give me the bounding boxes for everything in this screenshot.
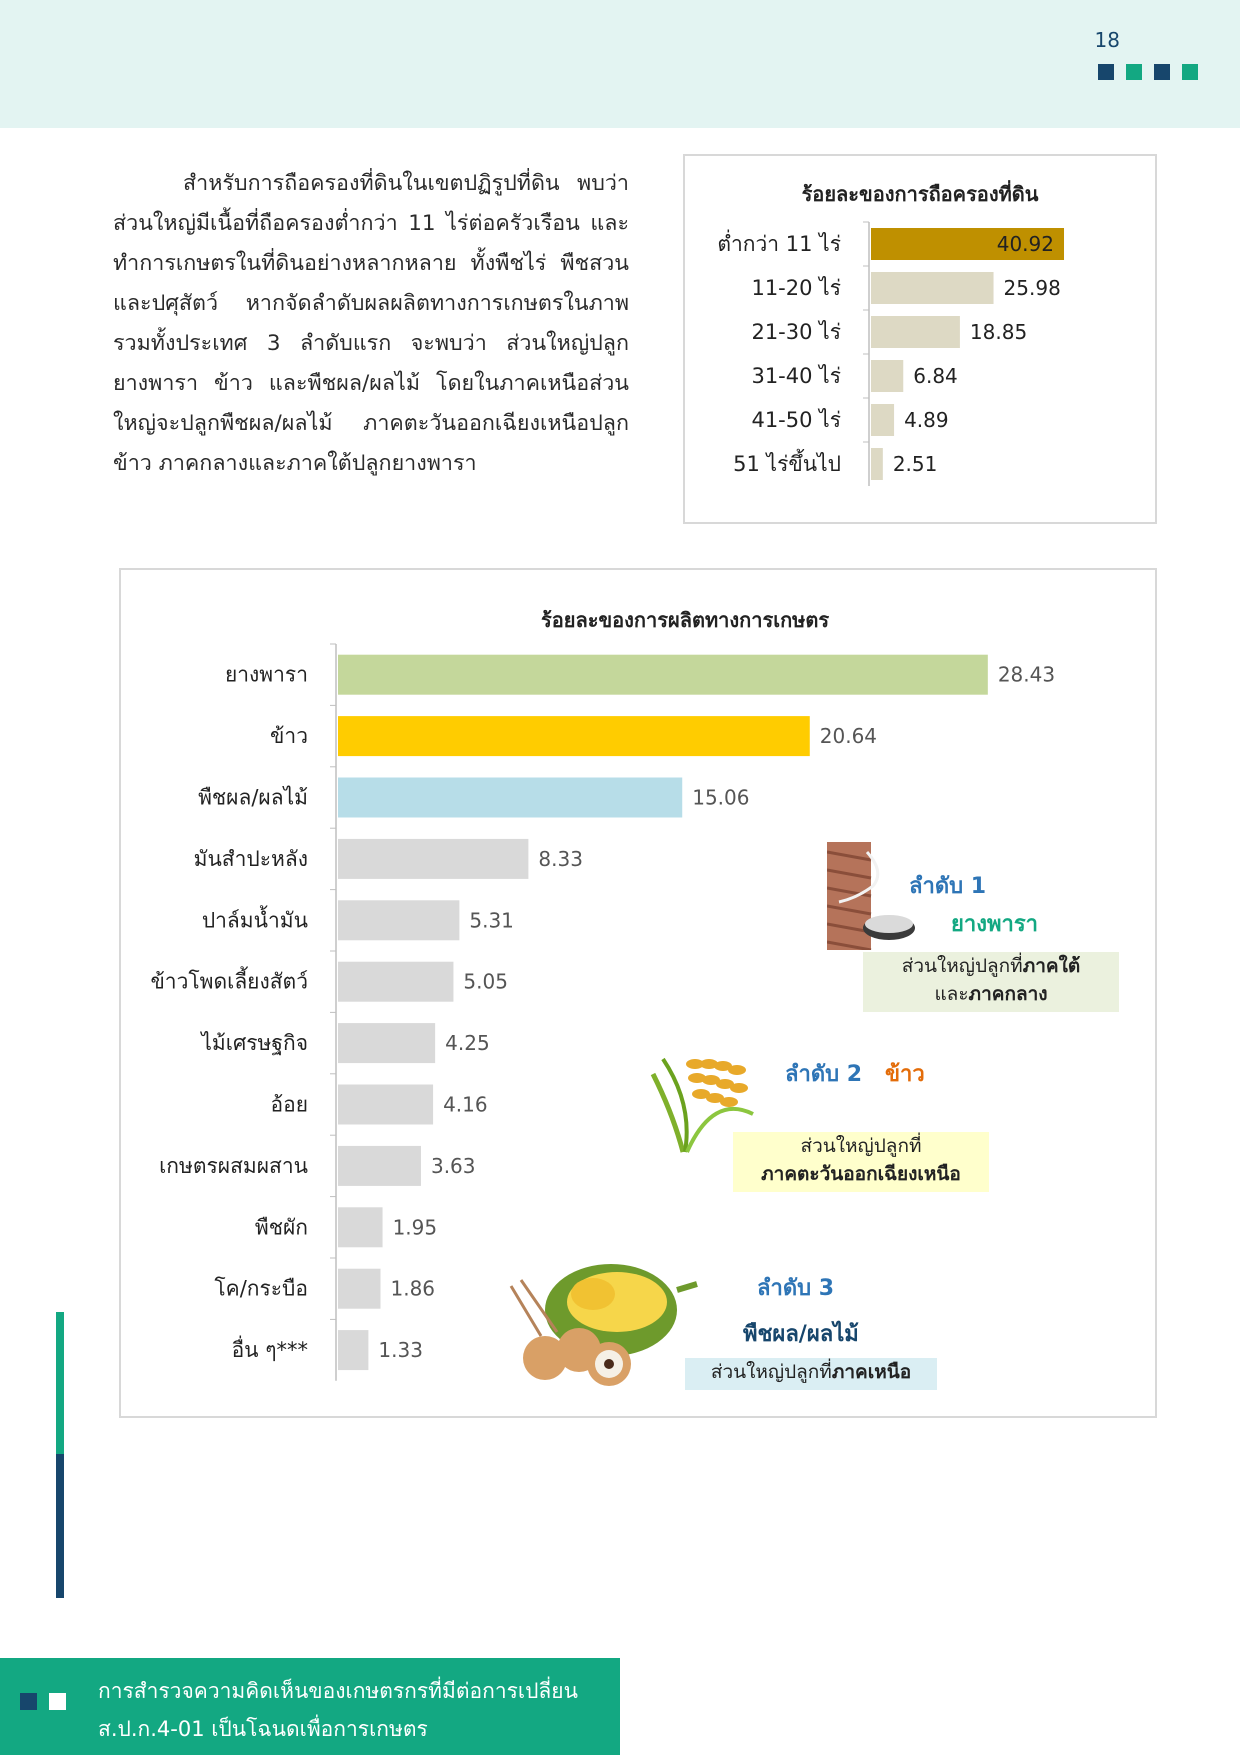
production-chart-box xyxy=(119,568,1157,1418)
rubber-tapping-icon xyxy=(827,842,917,950)
bar xyxy=(871,272,994,304)
rank2-label: ลำดับ 2 xyxy=(785,1062,863,1087)
category-label: ต่ำกว่า 11 ไร่ xyxy=(717,232,841,256)
footer-title-line2: ส.ป.ก.4-01 เป็นโฉนดเพื่อการเกษตร xyxy=(98,1717,428,1741)
category-label: พืชผล/ผลไม้ xyxy=(198,785,308,810)
bar xyxy=(871,360,903,392)
value-label: 5.05 xyxy=(463,969,508,994)
left-accent-bar-green xyxy=(56,1312,64,1454)
land-holding-chart xyxy=(685,156,1155,522)
value-label: 20.64 xyxy=(819,724,878,749)
value-label: 40.92 xyxy=(996,232,1055,256)
footer-title-line1: การสำรวจความคิดเห็นของเกษตรกรที่มีต่อการเปลี่ยน xyxy=(98,1679,578,1703)
land-holding-chart-title: ร้อยละของการถือครองที่ดิน xyxy=(801,182,1039,206)
rank1-note-region1: ภาคใต้ xyxy=(1022,955,1081,977)
page-number: 18 xyxy=(1094,28,1120,52)
land-holding-chart-box xyxy=(683,154,1157,524)
category-label: 31-40 ไร่ xyxy=(751,364,841,388)
rank1-label: ลำดับ 1 xyxy=(909,874,987,899)
value-label: 25.98 xyxy=(1003,276,1061,300)
rank1-crop: ยางพารา xyxy=(951,912,1039,937)
value-label: 4.16 xyxy=(443,1092,488,1117)
category-label: 51 ไร่ขึ้นไป xyxy=(733,452,841,476)
rank3-label: ลำดับ 3 xyxy=(757,1276,835,1301)
value-label: 8.33 xyxy=(538,846,583,871)
category-label: เกษตรผสมผสาน xyxy=(159,1153,308,1178)
durian-longan-icon xyxy=(501,1250,701,1388)
category-label: ปาล์มน้ำมัน xyxy=(201,908,308,933)
value-label: 4.25 xyxy=(445,1031,490,1056)
bar xyxy=(338,839,528,879)
header-squares xyxy=(1098,64,1198,80)
rank2-note-region: ภาคตะวันออกเฉียงเหนือ xyxy=(761,1163,961,1185)
value-label: 5.31 xyxy=(469,908,514,933)
bar xyxy=(338,716,810,756)
rank3-crop: พืชผล/ผลไม้ xyxy=(743,1322,859,1347)
production-chart-title: ร้อยละของการผลิตทางการเกษตร xyxy=(541,608,830,632)
bar xyxy=(338,778,682,818)
rank2-note xyxy=(733,1132,989,1192)
bar xyxy=(338,1023,435,1063)
rank3-note xyxy=(685,1358,937,1390)
bar xyxy=(338,655,988,695)
bar xyxy=(338,900,459,940)
rank3-note-region: ภาคเหนือ xyxy=(831,1361,912,1383)
category-label: ข้าว xyxy=(270,724,308,749)
left-accent-bar-navy xyxy=(56,1454,64,1598)
header-square xyxy=(1182,64,1198,80)
category-label: ไม้เศรษฐกิจ xyxy=(201,1031,308,1056)
rank2-note-prefix: ส่วนใหญ่ปลูกที่ xyxy=(800,1135,922,1157)
value-label: 15.06 xyxy=(692,785,750,810)
footer-title xyxy=(98,1672,578,1748)
header-square xyxy=(1126,64,1142,80)
category-label: ยางพารา xyxy=(224,662,308,687)
bar xyxy=(871,316,960,348)
bar xyxy=(338,1330,368,1370)
category-label: อื่น ๆ*** xyxy=(231,1338,308,1363)
category-label: 21-30 ไร่ xyxy=(751,320,841,344)
category-label: อ้อย xyxy=(270,1092,308,1117)
header-square xyxy=(1154,64,1170,80)
rank1-note-prefix: ส่วนใหญ่ปลูกที่ xyxy=(901,955,1023,977)
header-band xyxy=(0,0,1240,128)
value-label: 28.43 xyxy=(997,662,1056,687)
body-paragraph: สำหรับการถือครองที่ดินในเขตปฏิรูปที่ดิน พบว่า ส่วนใหญ่มีเนื้อที่ถือครองต่ำกว่า 11 ไร่ต่อครัวเรือน และทำการเกษตรในที่ดินอย่างหลากหลาย ทั้งพืชไร่ พืชสวน และปศุสัตว์ หากจัดลำดับผลผลิตทางการเกษตรในภาพรวมทั้งประเทศ 3 ลำดับแรก จะพบว่า ส่วนใหญ่ปลูกยางพารา ข้าว และพืชผล/ผลไม้ โดยในภาคเหนือส่วนใหญ่จะปลูกพืชผล/ผลไม้ ภาคตะวันออกเฉียงเหนือปลูกข้าว ภาคกลางและภาคใต้ปลูกยางพารา xyxy=(113,171,629,476)
category-label: 41-50 ไร่ xyxy=(751,408,841,432)
category-label: โค/กระบือ xyxy=(214,1276,308,1301)
rank3-note-prefix: ส่วนใหญ่ปลูกที่ xyxy=(710,1361,832,1383)
category-label: ข้าวโพดเลี้ยงสัตว์ xyxy=(150,969,308,994)
bar xyxy=(871,448,883,480)
rank1-note-mid: และ xyxy=(934,983,969,1005)
value-label: 4.89 xyxy=(904,408,949,432)
value-label: 3.63 xyxy=(430,1153,476,1178)
value-label: 1.86 xyxy=(390,1276,436,1301)
header-square xyxy=(1098,64,1114,80)
bar xyxy=(871,404,894,436)
value-label: 18.85 xyxy=(969,320,1028,344)
bar xyxy=(338,1269,381,1309)
rank2-crop: ข้าว xyxy=(885,1062,925,1087)
category-label: 11-20 ไร่ xyxy=(751,276,841,300)
value-label: 6.84 xyxy=(913,364,958,388)
value-label: 2.51 xyxy=(892,452,938,476)
rank1-note-region2: ภาคกลาง xyxy=(968,983,1048,1005)
footer-square xyxy=(20,1693,37,1710)
rank1-note xyxy=(863,952,1119,1012)
value-label: 1.95 xyxy=(392,1215,438,1240)
bar xyxy=(338,1085,433,1125)
value-label: 1.33 xyxy=(378,1338,423,1363)
footer-square xyxy=(49,1693,66,1710)
bar xyxy=(338,1146,421,1186)
category-label: มันสำปะหลัง xyxy=(193,846,308,871)
bar xyxy=(338,1207,383,1247)
category-label: พืชผัก xyxy=(254,1215,308,1240)
bar xyxy=(338,962,453,1002)
